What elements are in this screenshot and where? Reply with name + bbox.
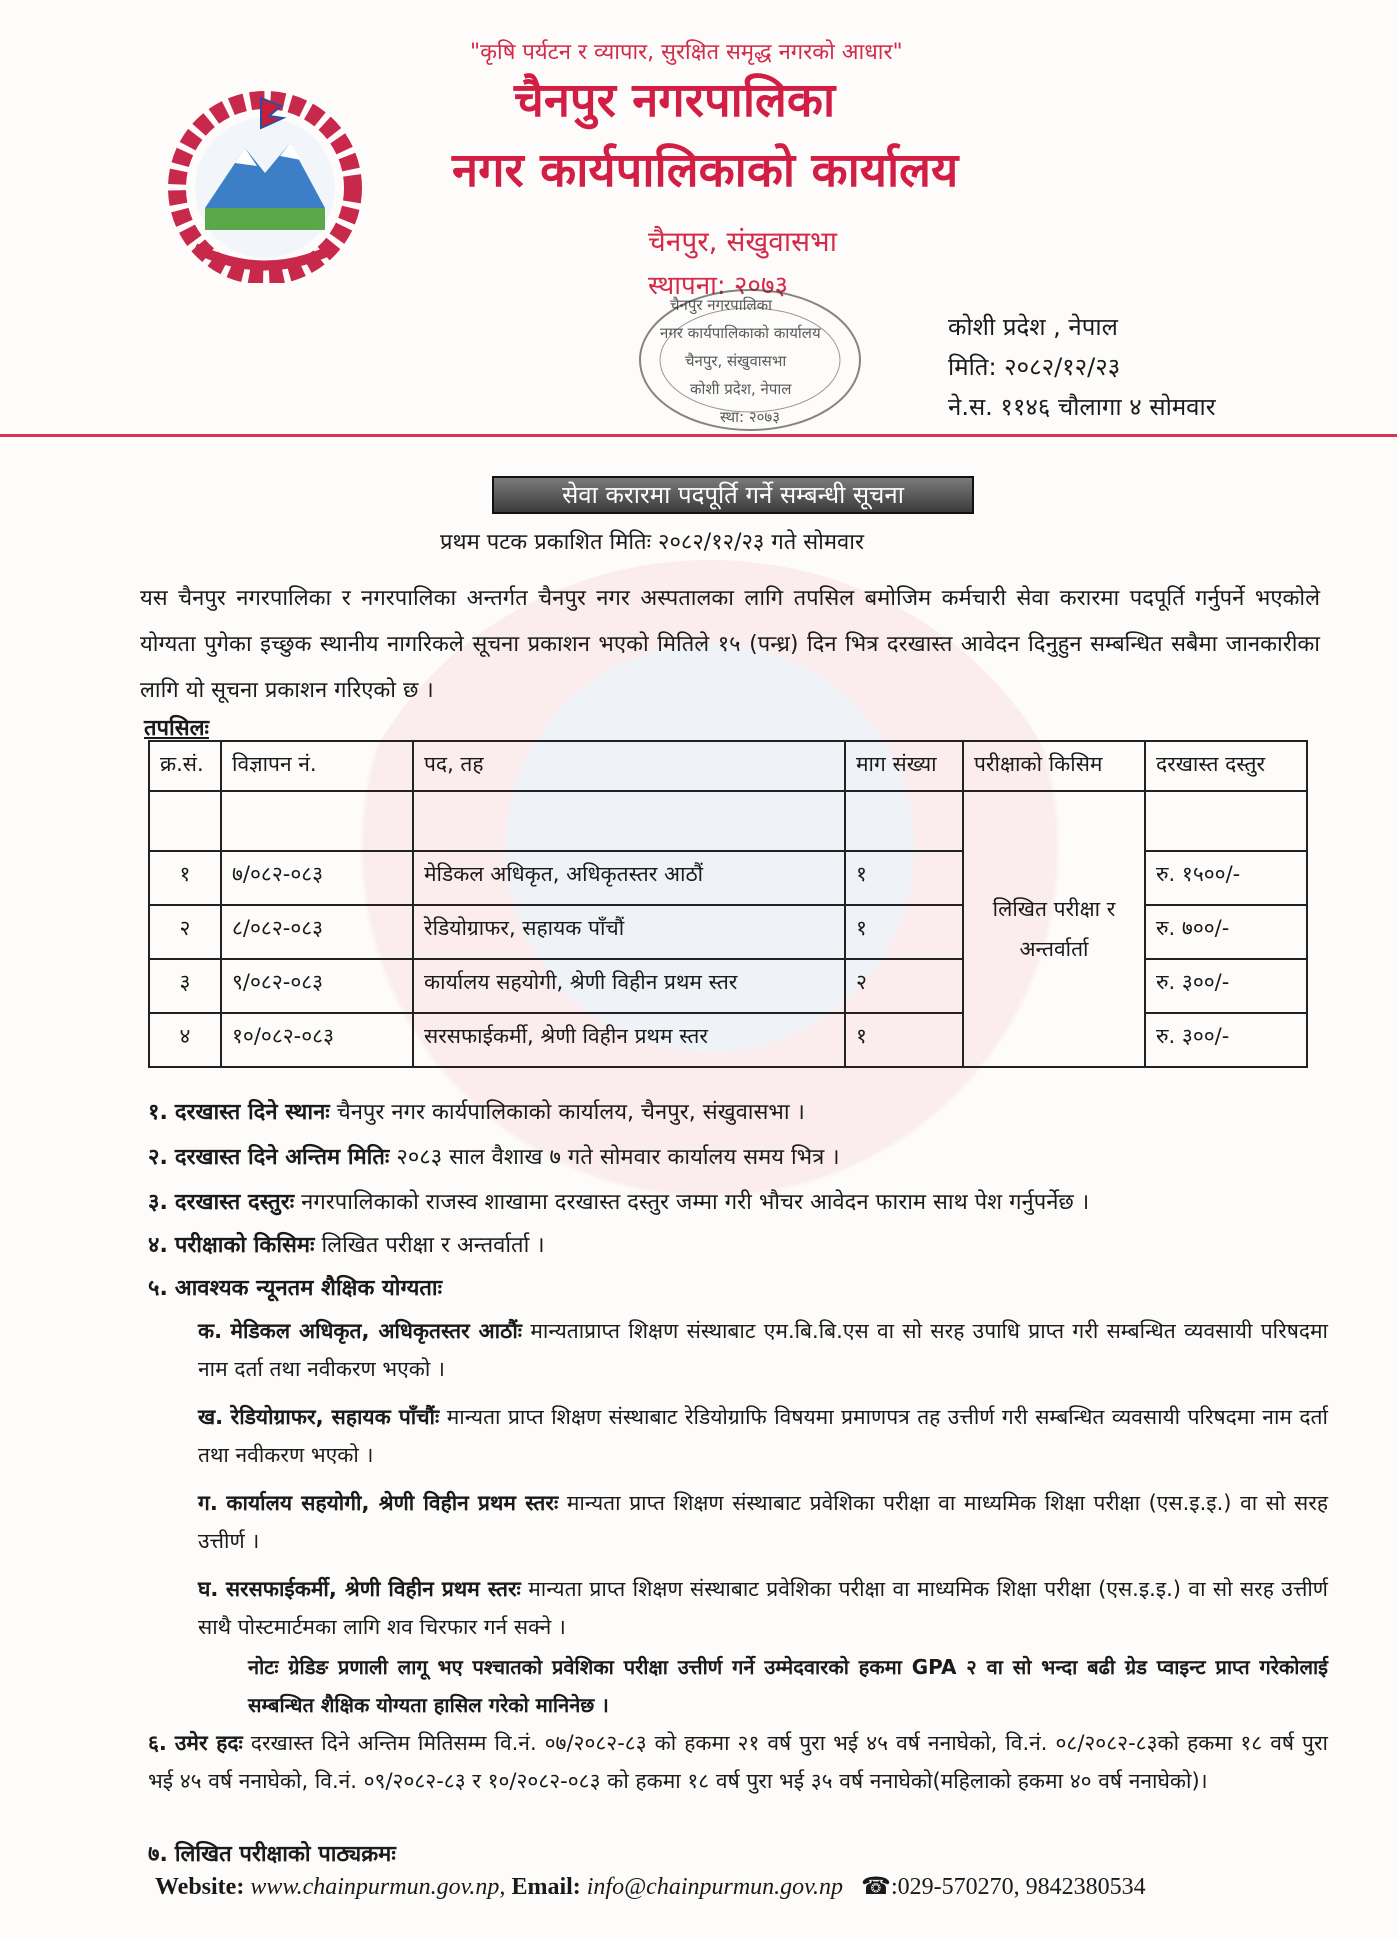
cell-post: कार्यालय सहयोगी, श्रेणी विहीन प्रथम स्तर [413, 959, 845, 1013]
cell-count: १ [845, 851, 963, 905]
cell-sn: १ [149, 851, 221, 905]
qualification-item: ख. रेडियोग्राफर, सहायक पाँचौंः मान्यता प्राप्त शिक्षण संस्थाबाट रेडियोग्राफि विषयमा प्रमाणपत्र तह उत्तीर्ण गरी सम्बन्धित व्यवसायी परिषदमा नाम दर्ता तथा नवीकरण भएको । [198, 1405, 1328, 1467]
point-label: आवश्यक न्यूनतम शैक्षिक योग्यताः [174, 1276, 443, 1301]
email-link[interactable]: info@chainpurmun.gov.np [586, 1874, 844, 1900]
point-number: ३. [148, 1190, 168, 1215]
header-exam-type: परीक्षाको किसिम [963, 741, 1145, 791]
date: मिति: २०८२/१२/२३ [948, 353, 1121, 381]
header-divider [0, 434, 1397, 437]
point-number: ५. [148, 1276, 168, 1301]
published-date: प्रथम पटक प्रकाशित मितिः २०८२/१२/२३ गते सोमवार [440, 530, 864, 555]
vacancy-table [148, 740, 1308, 1068]
province: कोशी प्रदेश , नेपाल [948, 313, 1118, 341]
cell-fee: रु. ३००/- [1145, 959, 1307, 1013]
office-address: चैनपुर, संखुवासभा [648, 225, 837, 258]
slogan: "कृषि पर्यटन र व्यापार, सुरक्षित समृद्ध नगरको आधार" [470, 40, 903, 65]
point-text: लिखित परीक्षा र अन्तर्वार्ता । [321, 1233, 545, 1258]
table-spacer-row [149, 791, 1307, 851]
cell-count: १ [845, 905, 963, 959]
details-heading: तपसिलः [144, 716, 209, 741]
point-label: दरखास्त दिने स्थानः [174, 1100, 330, 1125]
cell-fee: रु. १५००/- [1145, 851, 1307, 905]
table-header-row [149, 741, 1307, 791]
cell-adv-no: १०/०८२-०८३ [221, 1013, 413, 1067]
cell-adv-no: ८/०८२-०८३ [221, 905, 413, 959]
cell-count: २ [845, 959, 963, 1013]
phone-number: :029-570270, 9842380534 [890, 1874, 1146, 1900]
stamp-line: नगर कार्यपालिकाको कार्यालय [660, 324, 821, 342]
cell-fee: रु. ३००/- [1145, 1013, 1307, 1067]
cell-sn: ४ [149, 1013, 221, 1067]
point-label: दरखास्त दिने अन्तिम मितिः [174, 1145, 390, 1170]
org-name: चैनपुर नगरपालिका [514, 73, 836, 128]
qualification-item: क. मेडिकल अधिकृत, अधिकृतस्तर आठौंः मान्यताप्राप्त शिक्षण संस्थाबाट एम.बि.बि.एस वा सो सरह उपाधि प्राप्त गरी सम्बन्धित व्यवसायी परिषदमा नाम दर्ता तथा नवीकरण भएको । [198, 1319, 1328, 1381]
point-label: परीक्षाको किसिमः [174, 1233, 315, 1258]
notice-title: सेवा करारमा पदपूर्ति गर्ने सम्बन्धी सूचना [494, 478, 972, 512]
office-stamp [630, 280, 880, 460]
cell-sn: २ [149, 905, 221, 959]
point-text: २०८३ साल वैशाख ७ गते सोमवार कार्यालय समय भित्र । [396, 1145, 840, 1170]
stamp-line: चैनपुर नगरपालिका [670, 296, 773, 314]
point-deadline [148, 1141, 1328, 1171]
point-text: नगरपालिकाको राजस्व शाखामा दरखास्त दस्तुर जम्मा गरी भौचर आवेदन फाराम साथ पेश गर्नुपर्नेछ । [301, 1190, 1090, 1215]
footer-contact: Website: www.chainpurmun.gov.np, Email: info@chainpurmun.gov.np ☎:029-570270, 9842380534 [155, 1874, 1146, 1900]
qualification-item: ग. कार्यालय सहयोगी, श्रेणी विहीन प्रथम स्तरः मान्यता प्राप्त शिक्षण संस्थाबाट प्रवेशिका परीक्षा वा माध्यमिक शिक्षा परीक्षा (एस.इ.इ.) वा सो सरह उत्तीर्ण । [198, 1491, 1328, 1553]
cell-sn: ३ [149, 959, 221, 1013]
point-venue [148, 1096, 1328, 1126]
point-label: दरखास्त दस्तुरः [174, 1190, 295, 1215]
phone-icon: ☎ [861, 1874, 891, 1900]
cell-post: रेडियोग्राफर, सहायक पाँचौं [413, 905, 845, 959]
point-text: चैनपुर नगर कार्यपालिकाको कार्यालय, चैनपुर, संखुवासभा । [336, 1100, 805, 1125]
stamp-line: कोशी प्रदेश, नेपाल [690, 380, 792, 398]
established-year: स्थापना: २०७३ [648, 271, 788, 301]
gpa-note: नोटः ग्रेडिङ प्रणाली लागू भए पश्चातको प्रवेशिका परीक्षा उत्तीर्ण गर्ने उम्मेदवारको हकमा GPA २ वा सो भन्दा बढी ग्रेड प्वाइन्ट प्राप्त गरेकोलाई सम्बन्धित शैक्षिक योग्यता हासिल गरेको मानिनेछ । [248, 1655, 1328, 1717]
cell-post: सरसफाईकर्मी, श्रेणी विहीन प्रथम स्तर [413, 1013, 845, 1067]
office-name: नगर कार्यपालिकाको कार्यालय [452, 143, 959, 198]
qualification-item: घ. सरसफाईकर्मी, श्रेणी विहीन प्रथम स्तरः मान्यता प्राप्त शिक्षण संस्थाबाट प्रवेशिका परीक्षा वा माध्यमिक शिक्षा परीक्षा (एस.इ.इ.) वा सो सरह उत्तीर्ण साथै पोस्टमार्टमका लागि शव चिरफार गर्न सक्ने । [198, 1577, 1328, 1639]
point-age-limit: ६. उमेर हदः दरखास्त दिने अन्तिम मितिसम्म वि.नं. ०७/२०८२-८३ को हकमा २१ वर्ष पुरा भई ४५ वर्ष ननाघेको, वि.नं. ०८/२०८२-८३को हकमा १८ वर्ष पुरा भई ४५ वर्ष ननाघेको, वि.नं. ०९/२०८२-८३ र १०/२०८२-०८३ को हकमा १८ वर्ष पुरा भई ३५ वर्ष ननाघेको(महिलाको हकमा ४० वर्ष ननाघेको)। [148, 1731, 1328, 1793]
stamp-line: स्था: २०७३ [720, 408, 781, 426]
header-adv-no: विज्ञापन नं. [221, 741, 413, 791]
cell-exam-type: लिखित परीक्षा र अन्तर्वार्ता [963, 791, 1145, 1067]
nepal-sambat-date: ने.स. ११४६ चौलागा ४ सोमवार [948, 393, 1216, 421]
stamp-line: चैनपुर, संखुवासभा [685, 352, 787, 370]
notice-title-box [492, 476, 974, 514]
cell-adv-no: ७/०८२-०८३ [221, 851, 413, 905]
header-post: पद, तह [413, 741, 845, 791]
header-sn: क्र.सं. [149, 741, 221, 791]
point-number: १. [148, 1100, 168, 1125]
point-qualification [148, 1272, 1328, 1302]
header-fee: दरखास्त दस्तुर [1145, 741, 1307, 791]
point-exam-type [148, 1229, 1328, 1259]
point-syllabus: ७. लिखित परीक्षाको पाठ्यक्रमः [148, 1842, 396, 1867]
cell-fee: रु. ७००/- [1145, 905, 1307, 959]
header-count: माग संख्या [845, 741, 963, 791]
cell-post: मेडिकल अधिकृत, अधिकृतस्तर आठौं [413, 851, 845, 905]
point-fee [148, 1186, 1328, 1216]
cell-adv-no: ९/०८२-०८३ [221, 959, 413, 1013]
point-number: ४. [148, 1233, 168, 1258]
nepal-emblem-icon [165, 88, 365, 283]
point-number: २. [148, 1145, 168, 1170]
website-link[interactable]: www.chainpurmun.gov.np, [250, 1874, 506, 1900]
cell-count: १ [845, 1013, 963, 1067]
intro-paragraph: यस चैनपुर नगरपालिका र नगरपालिका अन्तर्गत चैनपुर नगर अस्पतालका लागि तपसिल बमोजिम कर्मचारी सेवा करारमा पदपूर्ति गर्नुपर्ने भएकोले योग्यता पुगेका इच्छुक स्थानीय नागरिकले सूचना प्रकाशन भएको मितिले १५ (पन्ध्र) दिन भित्र दरखास्त आवेदन दिनुहुन सम्बन्धित सबैमा जानकारीका लागि यो सूचना प्रकाशन गरिएको छ । [140, 586, 1320, 703]
